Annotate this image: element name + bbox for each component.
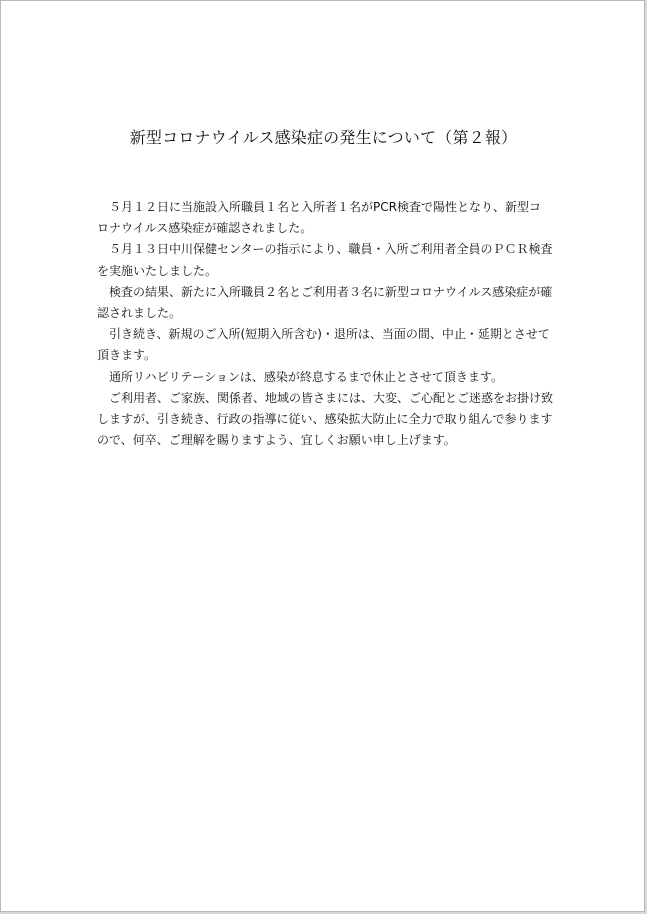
- body-line: ロナウイルス感染症が確認されました。: [97, 221, 313, 236]
- body-line: 通所リハビリテーションは、感染が終息するまで休止とさせて頂きます。: [97, 369, 503, 384]
- document-body: [97, 197, 567, 451]
- body-line: ので、何卒、ご理解を賜りますよう、宜しくお願い申し上げます。: [97, 433, 456, 448]
- body-line: 頂きます。: [97, 348, 157, 363]
- body-line: ご利用者、ご家族、関係者、地域の皆さまには、大変、ご心配とご迷惑をお掛け致: [97, 390, 554, 405]
- document-title: 新型コロナウイルス感染症の発生について（第２報）: [129, 128, 518, 147]
- body-line: ５月１２日に当施設入所職員１名と入所者１名がPCR検査で陽性となり、新型コ: [97, 200, 541, 214]
- body-line: 検査の結果、新たに入所職員２名とご利用者３名に新型コロナウイルス感染症が確: [97, 284, 553, 299]
- body-line: を実施いたしました。: [97, 263, 218, 278]
- body-line: 引き続き、新規のご入所(短期入所含む)・退所は、当面の間、中止・延期とさせて: [97, 327, 550, 342]
- body-line: しますが、引き続き、行政の指導に従い、感染拡大防止に全力で取り組んで参ります: [97, 411, 553, 426]
- body-line: ５月１３日中川保健センターの指示により、職員・入所ご利用者全員のＰＣＲ検査: [97, 242, 553, 257]
- body-line: 認されました。: [97, 305, 182, 320]
